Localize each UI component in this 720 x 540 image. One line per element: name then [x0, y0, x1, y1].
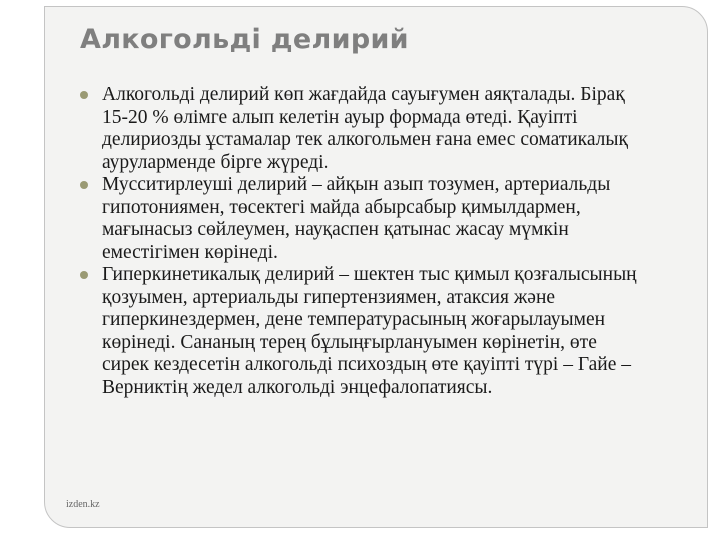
bullet-item	[80, 264, 640, 399]
footer-source: izden.kz	[66, 499, 100, 510]
bullet-text: Алкогольді делирий көп жағдайда сауығумен аяқталады. Бірақ 15-20 % өлімге алып келетін ауыр формада өтеді. Қауіпті делириозды ұстамалар тек алкогольмен ғана емес соматикалық ауруларменде бірге жүреді.	[102, 84, 628, 173]
bullet-dot-icon	[80, 271, 88, 279]
bullet-dot-icon	[80, 181, 88, 189]
bullet-list	[80, 84, 640, 399]
page-title: Алкогольді делирий	[80, 24, 409, 55]
bullet-dot-icon	[80, 91, 88, 99]
bullet-text: Гиперкинетикалық делирий – шектен тыс қимыл қозғалысының қозуымен, артериальды гипертензиямен, атаксия және гиперкинездермен, дене температурасының жоғарылауымен көрінеді. Сананың терең бұлыңғырлануымен көрінетін, өте сирек кездесетін алкогольді психоздың өте қауіпті түрі – Гайе –Верниктің жедел алкогольді энцефалопатиясы.	[102, 264, 637, 398]
bullet-item	[80, 174, 640, 264]
bullet-text: Мусситирлеуші делирий – айқын азып тозумен, артериальды гипотониямен, төсектегі майда абырсабыр қимылдармен, мағынасыз сөйлеумен, науқаспен қатынас жасау мүмкін еместігімен көрінеді.	[102, 174, 611, 263]
bullet-item	[80, 84, 640, 174]
